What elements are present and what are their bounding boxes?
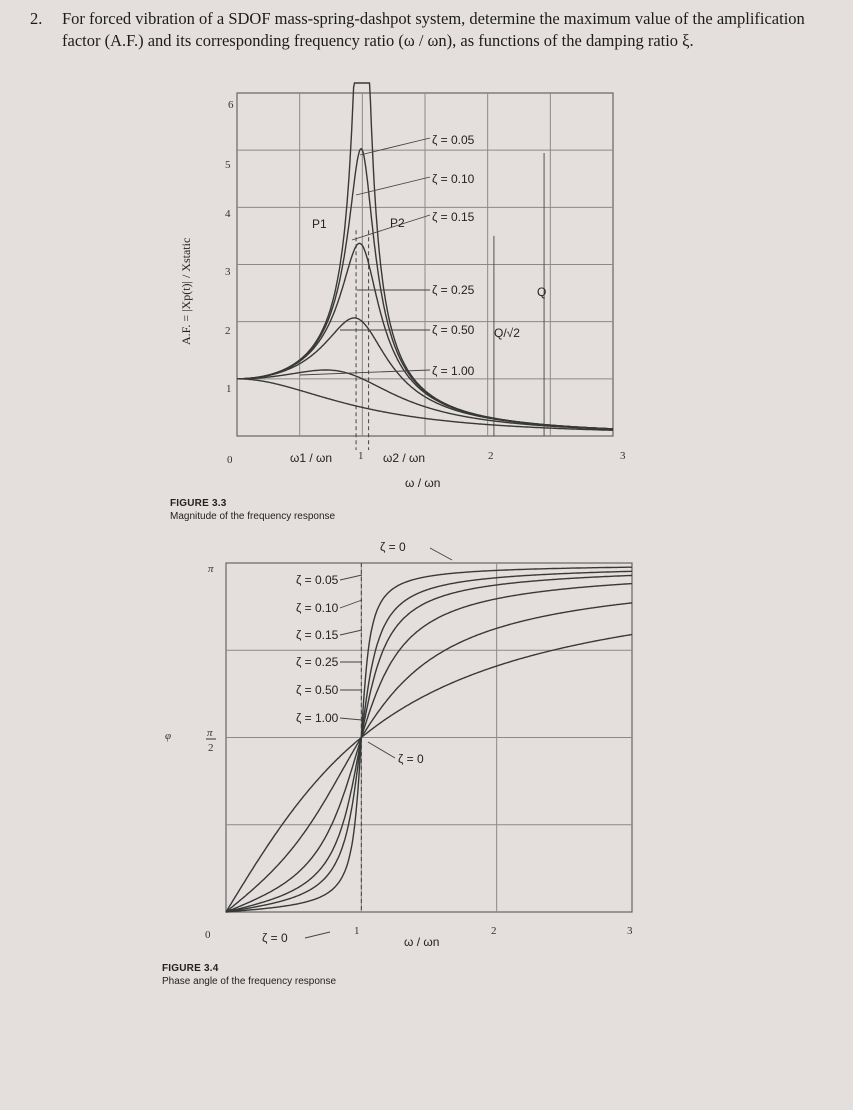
fig2-ytick-half-pi-den: 2 <box>208 742 214 754</box>
fig2-zeta-label-005: ζ = 0.05 <box>296 573 339 587</box>
fig1-ytick-2: 2 <box>225 325 231 337</box>
fig2-x-axis-label: ω / ωn <box>404 935 440 949</box>
figure-3-4-subtitle: Phase angle of the frequency response <box>162 976 337 987</box>
fig2-zeta-label-050: ζ = 0.50 <box>296 683 339 697</box>
fig2-leader-2 <box>340 630 362 635</box>
fig2-series-0.05 <box>226 567 632 912</box>
fig1-leader-1 <box>356 177 430 195</box>
fig1-leader-5 <box>300 370 430 375</box>
fig2-ytick-pi: π <box>208 563 214 575</box>
fig1-series-0.15 <box>237 243 613 429</box>
fig1-plot-frame <box>237 93 613 436</box>
fig1-series-0.50 <box>237 370 613 429</box>
fig2-ytick-half-pi-num: π <box>207 727 213 739</box>
fig2-series-0.15 <box>226 575 632 912</box>
fig1-y-axis-label: A.F. = |Xp(t)| / Xstatic <box>179 237 193 345</box>
fig1-zeta-label-050: ζ = 0.50 <box>432 323 475 337</box>
fig2-zeta-label-100: ζ = 1.00 <box>296 711 339 725</box>
fig2-plot-frame <box>226 563 632 912</box>
fig1-xtick-3: 3 <box>620 450 626 462</box>
fig2-series-1.00 <box>226 635 632 913</box>
fig1-q-label: Q <box>537 285 547 299</box>
fig2-leader-8 <box>305 932 330 938</box>
fig1-zeta-label-005: ζ = 0.05 <box>432 133 475 147</box>
fig1-omega1-label: ω1 / ωn <box>290 451 333 465</box>
fig2-y-axis-label: φ <box>165 730 172 742</box>
fig2-zeta-label-010: ζ = 0.10 <box>296 601 339 615</box>
figure-3-4-title: FIGURE 3.4 <box>162 963 219 974</box>
figure-3-3-caption <box>170 497 335 523</box>
problem-text: For forced vibration of a SDOF mass-spring-dashpot system, determine the maximum value of the amplification factor (A.F.) and its corresponding frequency ratio (ω / ωn), as functions of the damping ratio ξ. <box>62 9 805 50</box>
fig1-p2-label: P2 <box>390 216 405 230</box>
fig2-zeta0-top-label: ζ = 0 <box>380 540 406 554</box>
fig1-series-0.05 <box>237 83 613 429</box>
fig2-xtick-3: 3 <box>627 925 633 937</box>
fig1-omega2-label: ω2 / ωn <box>383 451 426 465</box>
fig1-xtick-0: 0 <box>227 454 233 466</box>
fig2-leader-6 <box>430 548 452 560</box>
figure-3-3-title: FIGURE 3.3 <box>170 498 227 509</box>
fig1-series-0.10 <box>237 149 613 429</box>
fig1-xtick-2: 2 <box>488 450 494 462</box>
fig2-zeta-label-025: ζ = 0.25 <box>296 655 339 669</box>
fig2-xtick-1: 1 <box>354 925 360 937</box>
fig1-q-sqrt2-label: Q/√2 <box>494 326 520 340</box>
fig1-ytick-1: 1 <box>226 383 232 395</box>
fig1-series-1.00 <box>237 379 613 431</box>
fig1-zeta-label-010: ζ = 0.10 <box>432 172 475 186</box>
fig1-xtick-1: 1 <box>358 450 364 462</box>
fig2-leader-5 <box>340 718 362 720</box>
fig1-series-0.25 <box>237 318 613 429</box>
fig2-xtick-0: 0 <box>205 929 211 941</box>
fig1-zeta-label-025: ζ = 0.25 <box>432 283 475 297</box>
fig2-leader-7 <box>368 742 395 758</box>
fig1-zeta-label-100: ζ = 1.00 <box>432 364 475 378</box>
fig2-series-0.10 <box>226 571 632 912</box>
fig1-p1-label: P1 <box>312 217 327 231</box>
fig1-ytick-6: 6 <box>228 99 234 111</box>
fig1-leader-2 <box>352 215 430 240</box>
fig2-xtick-2: 2 <box>491 925 497 937</box>
fig1-ytick-5: 5 <box>225 159 231 171</box>
fig1-zeta-label-015: ζ = 0.15 <box>432 210 475 224</box>
fig1-x-axis-label: ω / ωn <box>405 476 441 490</box>
fig2-zeta0-bottom-label: ζ = 0 <box>262 931 288 945</box>
fig2-leader-1 <box>340 600 362 608</box>
fig1-leader-0 <box>360 138 430 155</box>
fig2-zeta0-mid-label: ζ = 0 <box>398 752 424 766</box>
problem-statement <box>30 8 820 52</box>
figure-3-4-caption <box>162 962 336 988</box>
fig2-series-0.50 <box>226 603 632 912</box>
fig1-ytick-3: 3 <box>225 266 231 278</box>
problem-number: 2. <box>30 9 43 28</box>
fig1-ytick-4: 4 <box>225 208 231 220</box>
fig2-zeta-label-015: ζ = 0.15 <box>296 628 339 642</box>
fig2-leader-0 <box>340 575 362 580</box>
fig2-series-0.25 <box>226 584 632 912</box>
figure-3-3-subtitle: Magnitude of the frequency response <box>170 511 336 522</box>
